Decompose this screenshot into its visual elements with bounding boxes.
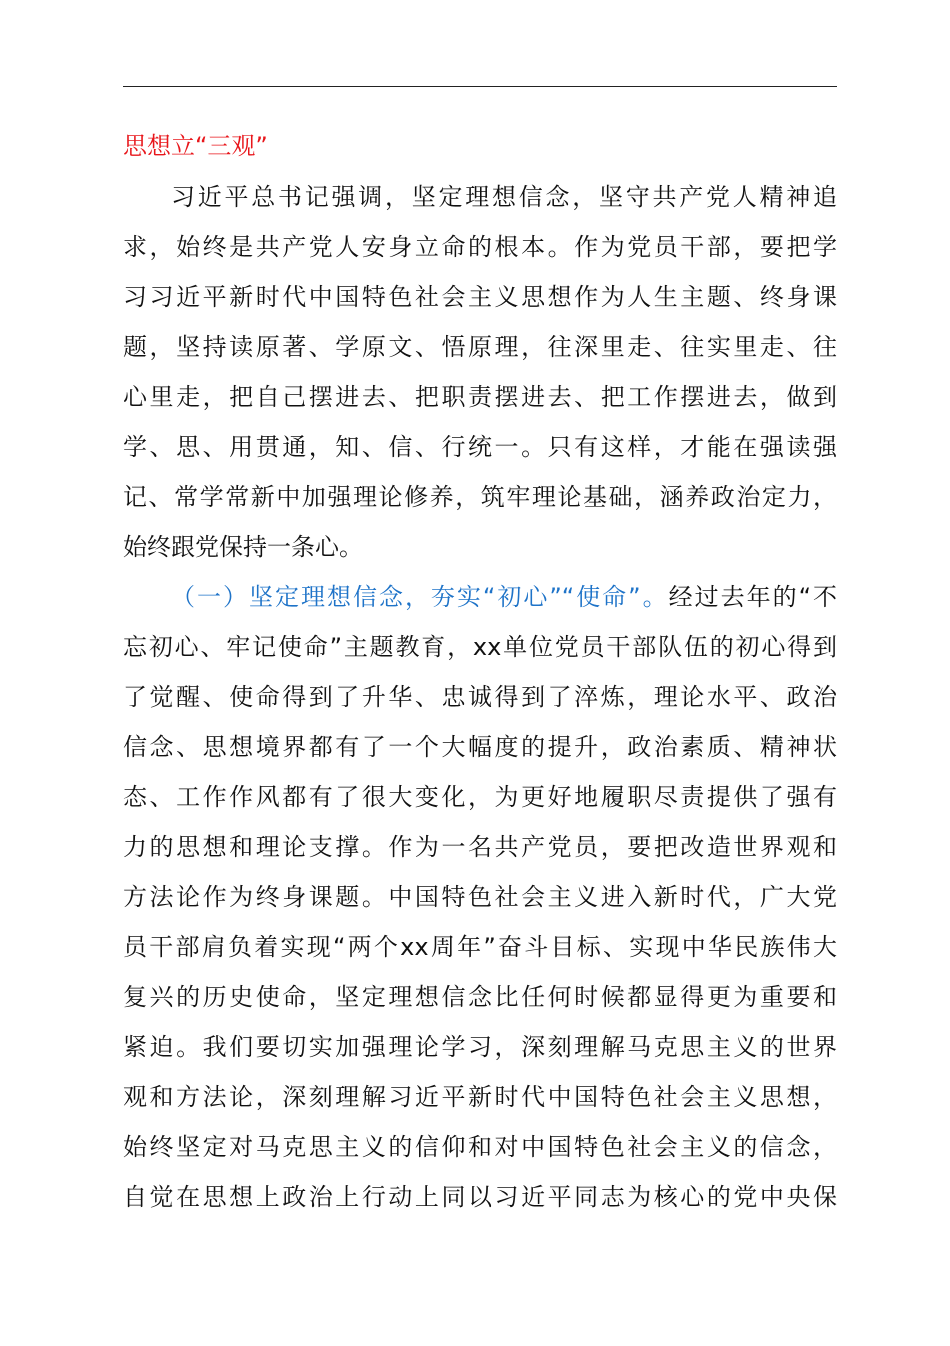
paragraph-line: 记、常学常新中加强理论修养，筑牢理论基础，涵养政治定力，: [123, 483, 837, 511]
paragraph-line: 复兴的历史使命，坚定理想信念比任何时候都显得更为重要和: [123, 983, 837, 1011]
paragraph-line: 员干部肩负着实现“两个xx周年”奋斗目标、实现中华民族伟大: [123, 933, 837, 961]
paragraph-1: [123, 172, 837, 572]
paragraph-line: 紧迫。我们要切实加强理论学习，深刻理解马克思主义的世界: [123, 1033, 837, 1061]
paragraph-2: [123, 572, 837, 1222]
paragraph-line: 信念、思想境界都有了一个大幅度的提升，政治素质、精神状: [123, 733, 837, 761]
paragraph-line: 心里走，把自己摆进去、把职责摆进去、把工作摆进去，做到: [123, 383, 837, 411]
paragraph-line: 学、思、用贯通，知、信、行统一。只有这样，才能在强读强: [123, 433, 837, 461]
paragraph-line: 力的思想和理论支撑。作为一名共产党员，要把改造世界观和: [123, 833, 837, 861]
header-rule: [123, 86, 837, 87]
paragraph-line: 习习近平新时代中国特色社会主义思想作为人生主题、终身课: [123, 283, 837, 311]
paragraph-line: 方法论作为终身课题。中国特色社会主义进入新时代，广大党: [123, 883, 837, 911]
paragraph-line: 始终坚定对马克思主义的信仰和对中国特色社会主义的信念，: [123, 1133, 837, 1161]
paragraph-line: 题，坚持读原著、学原文、悟原理，往深里走、往实里走、往: [123, 333, 837, 361]
paragraph-line-text: 经过去年的“不: [668, 583, 837, 611]
paragraph-line: 了觉醒、使命得到了升华、忠诚得到了淬炼，理论水平、政治: [123, 683, 837, 711]
paragraph-line: 观和方法论，深刻理解习近平新时代中国特色社会主义思想，: [123, 1083, 837, 1111]
paragraph-line: 求，始终是共产党人安身立命的根本。作为党员干部，要把学: [123, 233, 837, 261]
paragraph-line: 习近平总书记强调，坚定理想信念，坚守共产党人精神追: [171, 183, 837, 211]
paragraph-line: 始终跟党保持一条心。: [123, 533, 363, 561]
paragraph-line: 态、工作作风都有了很大变化，为更好地履职尽责提供了强有: [123, 783, 837, 811]
section-title: 思想立“三观”: [123, 132, 268, 160]
paragraph-first-line: [123, 572, 837, 622]
subsection-heading: （一）坚定理想信念，夯实“初心”“使命”。: [171, 583, 669, 611]
paragraph-line: 自觉在思想上政治上行动上同以习近平同志为核心的党中央保: [123, 1183, 837, 1211]
paragraph-line: 忘初心、牢记使命”主题教育，xx单位党员干部队伍的初心得到: [123, 633, 837, 661]
